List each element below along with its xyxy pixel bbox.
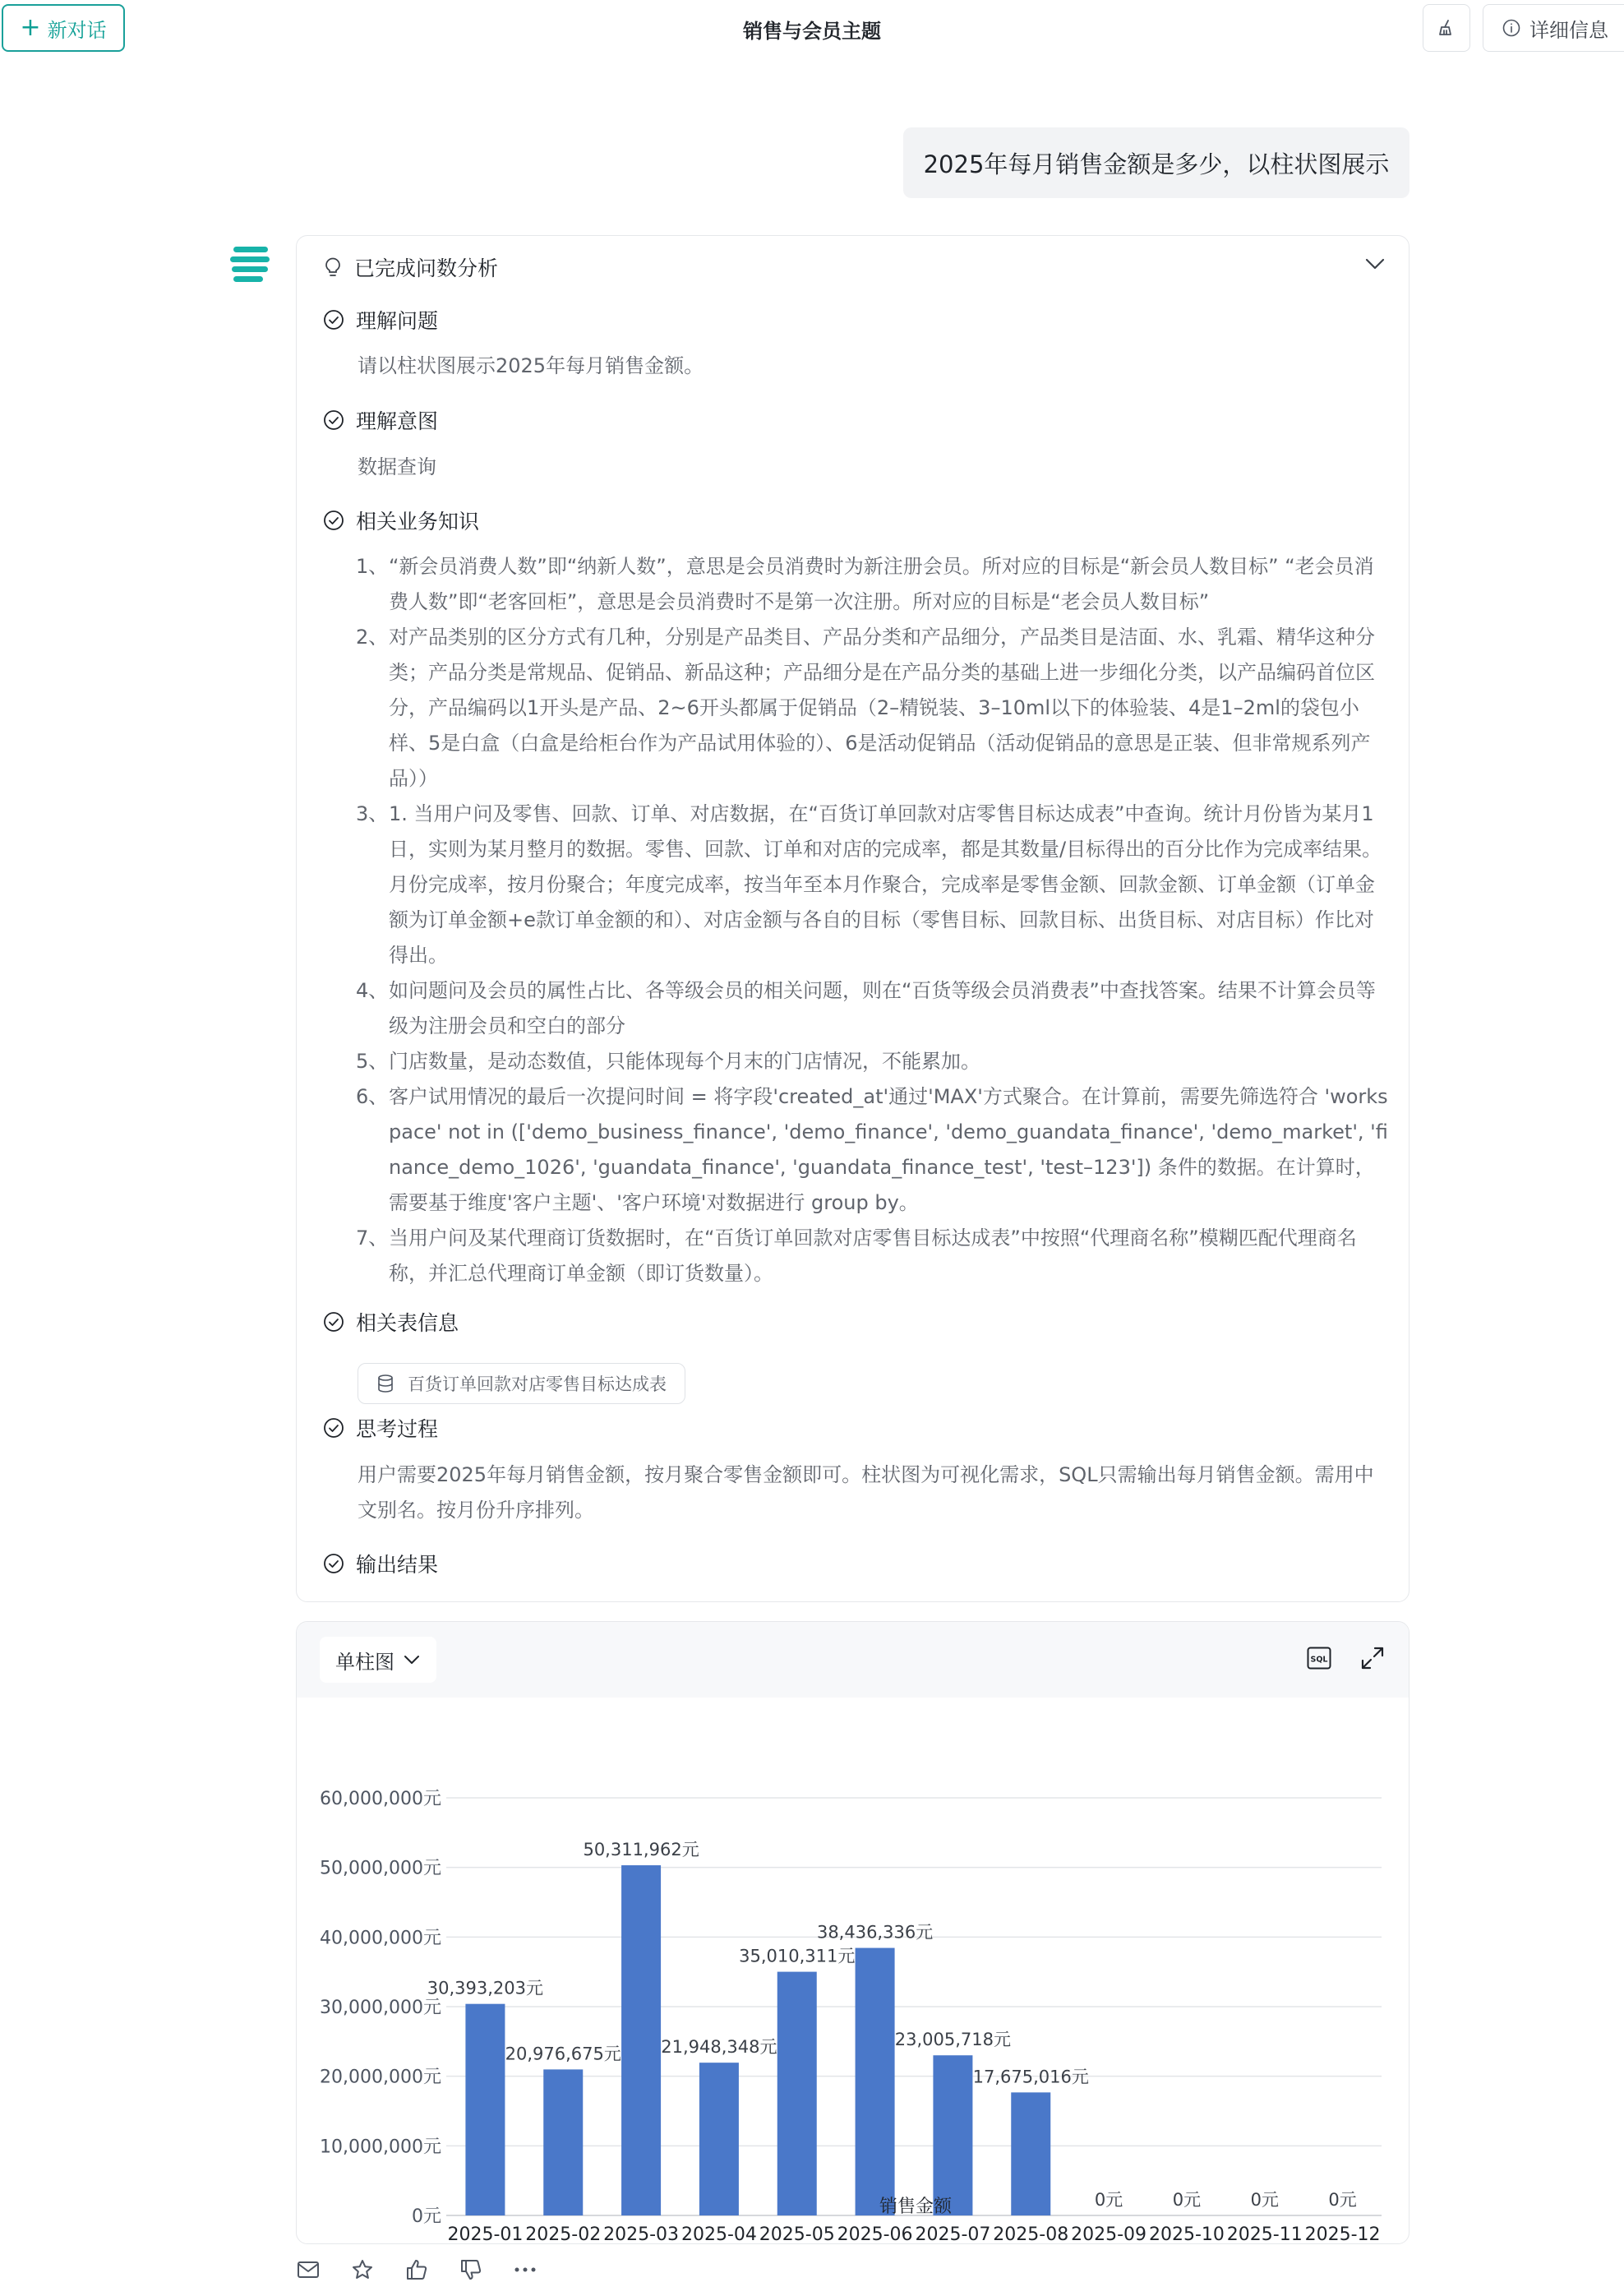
step-thinking-body: 用户需要2025年每月销售金额，按月聚合零售金额即可。柱状图为可视化需求，SQL只需输出每月销售金额。需用中文别名。按月份升序排列。 <box>358 1463 1374 1522</box>
check-circle-icon <box>323 510 344 531</box>
data-label: 50,311,962元 <box>583 1840 699 1860</box>
mail-icon <box>297 2260 320 2280</box>
detail-info-label: 详细信息 <box>1529 18 1608 42</box>
data-label: 21,948,348元 <box>661 2037 777 2058</box>
list-item-text: “新会员消费人数”即“纳新人数”，意思是会员消费时为新注册会员。所对应的目标是“新会员人数目标” “老会员消费人数”即“老客回柜”，意思是会员消费时不是第一次注册。所对应的目标是“老会员人数目标” <box>389 555 1374 613</box>
analysis-status <box>323 252 498 282</box>
y-tick-label: 60,000,000元 <box>320 1789 441 1809</box>
y-tick-label: 0元 <box>412 2206 441 2227</box>
list-item <box>356 549 1391 620</box>
new-chat-label: 新对话 <box>47 18 107 42</box>
thumbs-down-icon <box>459 2258 482 2281</box>
table-chip-label: 百货订单回款对店零售目标达成表 <box>408 1374 667 1394</box>
bar <box>856 1948 895 2215</box>
thumbs-up-icon <box>405 2258 428 2281</box>
y-tick-label: 20,000,000元 <box>320 2067 441 2088</box>
list-item-number: 4、 <box>356 979 389 1002</box>
page-title: 销售与会员主题 <box>743 20 881 43</box>
list-item-number: 7、 <box>356 1227 389 1250</box>
more-button[interactable] <box>513 2257 537 2282</box>
list-item-number: 6、 <box>356 1085 389 1108</box>
data-label: 0元 <box>1172 2190 1202 2210</box>
dislike-button[interactable] <box>459 2257 483 2282</box>
x-tick-label: 2025-02 <box>525 2224 602 2245</box>
bar-chart <box>297 1698 1409 2244</box>
check-circle-icon <box>323 1311 344 1333</box>
y-tick-label: 10,000,000元 <box>320 2137 441 2158</box>
list-item <box>356 1044 1391 1079</box>
list-item-number: 2、 <box>356 626 389 649</box>
step-table-info <box>323 1307 459 1337</box>
info-icon <box>1502 18 1521 38</box>
list-item-text: 门店数量，是动态数值，只能体现每个月末的门店情况，不能累加。 <box>389 1050 980 1073</box>
x-tick-label: 2025-08 <box>993 2224 1069 2245</box>
x-tick-label: 2025-11 <box>1226 2224 1303 2245</box>
x-tick-label: 2025-09 <box>1071 2224 1147 2245</box>
step-understand-question <box>323 305 438 335</box>
bar <box>699 2063 739 2215</box>
database-icon <box>376 1374 394 1393</box>
data-label: 23,005,718元 <box>894 2030 1012 2050</box>
assistant-avatar-icon <box>230 247 270 286</box>
x-tick-label: 2025-03 <box>603 2224 680 2245</box>
favorite-button[interactable] <box>350 2257 375 2282</box>
list-item-text: 当用户问及某代理商订货数据时，在“百货订单回款对店零售目标达成表”中按照“代理商名称”模糊匹配代理商名称，并汇总代理商订单金额（即订货数量）。 <box>389 1227 1357 1285</box>
list-item <box>356 973 1391 1044</box>
list-item <box>356 620 1391 797</box>
data-label: 17,675,016元 <box>972 2067 1089 2087</box>
step-business-knowledge <box>323 506 479 535</box>
chart-card <box>296 1621 1409 2244</box>
check-circle-icon <box>323 409 344 431</box>
plus-icon: + <box>20 13 41 42</box>
data-label: 38,436,336元 <box>816 1922 934 1943</box>
star-icon <box>351 2258 374 2281</box>
sql-icon[interactable] <box>1306 1645 1332 1671</box>
list-item-text: 1. 当用户问及零售、回款、订单、对店数据，在“百货订单回款对店零售目标达成表”中查询。统计月份皆为某月1日，实则为某月整月的数据。零售、回款、订单和对店的完成率，都是其数量/目标得出的百分比作为完成率结果。月份完成率，按月份聚合；年度完成率，按当年至本月作聚合，完成率是零售金额、回款金额、订单金额（订单金额为订单金额+e款订单金额的和）、对店金额与各自的目标（零售目标、回款目标、出货目标、对店目标）作比对得出。 <box>389 802 1382 967</box>
x-tick-label: 2025-07 <box>915 2224 991 2245</box>
like-button[interactable] <box>404 2257 429 2282</box>
bar <box>1011 2092 1050 2215</box>
lightbulb-icon <box>323 256 343 278</box>
step-understand-question-body: 请以柱状图展示2025年每月销售金额。 <box>358 354 704 377</box>
check-circle-icon <box>323 309 344 330</box>
legend-label: 销售金额 <box>879 2197 953 2217</box>
x-tick-label: 2025-12 <box>1304 2224 1381 2245</box>
x-tick-label: 2025-06 <box>837 2224 913 2245</box>
list-item-text: 对产品类别的区分方式有几种，分别是产品类目、产品分类和产品细分，产品类目是洁面、水、乳霜、精华这种分类；产品分类是常规品、促销品、新品这种；产品细分是在产品分类的基础上进一步细化分类，以产品编码首位区分，产品编码以1开头是产品、2~6开头都属于促销品（2–精锐装、3–10ml以下的体验装、4是1–2ml的袋包小样、5是白盒（白盒是给柜台作为产品试用体验的）、6是活动促销品（活动促销品的意思是正装、但非常规系列产品）） <box>389 626 1375 790</box>
data-label: 0元 <box>1250 2190 1279 2210</box>
list-item-text: 如问题问及会员的属性占比、各等级会员的相关问题，则在“百货等级会员消费表”中查找答案。结果不计算会员等级为注册会员和空白的部分 <box>389 979 1376 1037</box>
x-tick-label: 2025-01 <box>447 2224 524 2245</box>
step-title-label: 思考过程 <box>356 1417 439 1441</box>
y-tick-label: 30,000,000元 <box>320 1998 441 2018</box>
business-knowledge-list <box>356 549 1391 1291</box>
legend-swatch <box>863 2201 873 2211</box>
step-title-label: 相关业务知识 <box>356 510 480 534</box>
check-circle-icon <box>323 1553 344 1574</box>
bar <box>621 1865 661 2215</box>
x-tick-label: 2025-10 <box>1148 2224 1225 2245</box>
list-item-number: 5、 <box>356 1050 389 1073</box>
detail-info-button[interactable] <box>1483 4 1624 52</box>
header <box>0 0 1624 58</box>
user-message-bubble: 2025年每月销售金额是多少，以柱状图展示 <box>903 127 1409 198</box>
step-title-label: 相关表信息 <box>356 1311 459 1335</box>
list-item <box>356 1079 1391 1221</box>
data-label: 30,393,203元 <box>427 1978 544 1998</box>
chevron-down-icon[interactable] <box>1364 257 1386 270</box>
data-label: 0元 <box>1094 2190 1123 2210</box>
list-item <box>356 797 1391 973</box>
x-tick-label: 2025-05 <box>759 2224 835 2245</box>
table-chip[interactable] <box>358 1363 685 1404</box>
chevron-down-icon <box>403 1654 421 1665</box>
list-item-text: 客户试用情况的最后一次提问时间 = 将字段'created_at'通过'MAX'方式聚合。在计算前，需要先筛选符合 'workspace' not in (['demo_business_finance', 'demo_finance', 'demo_guandata_finance', 'demo_market', 'finance_demo_1026', 'guandata_finance', 'guandata_finance_test', 'test–123']) 条件的数据。在计算时，需要基于维度'客户主题'、'客户环境'对数据进行 group by。 <box>389 1085 1388 1214</box>
data-label: 35,010,311元 <box>739 1946 856 1966</box>
y-tick-label: 40,000,000元 <box>320 1928 441 1949</box>
chart-type-select[interactable] <box>320 1637 436 1683</box>
x-tick-label: 2025-04 <box>681 2224 757 2245</box>
more-icon <box>514 2266 537 2273</box>
analysis-card <box>296 235 1409 1602</box>
bar <box>933 2055 972 2215</box>
step-understand-intent <box>323 405 438 435</box>
step-title-label: 理解意图 <box>356 409 439 433</box>
step-thinking <box>323 1413 438 1443</box>
analysis-status-title: 已完成问数分析 <box>354 256 499 280</box>
bar <box>777 1972 817 2215</box>
data-label: 0元 <box>1328 2190 1357 2210</box>
sql-icon-label: SQL <box>1310 1655 1328 1665</box>
check-circle-icon <box>323 1417 344 1439</box>
broom-icon <box>1437 18 1456 38</box>
chart-toolbar <box>297 1622 1409 1698</box>
step-output <box>323 1549 438 1578</box>
step-title-label: 理解问题 <box>356 309 439 333</box>
share-button[interactable] <box>296 2257 321 2282</box>
y-tick-label: 50,000,000元 <box>320 1858 441 1879</box>
list-item <box>356 1221 1391 1291</box>
expand-icon[interactable] <box>1359 1645 1386 1671</box>
message-action-bar <box>296 2257 537 2282</box>
step-title-label: 输出结果 <box>356 1553 439 1577</box>
step-understand-intent-body: 数据查询 <box>358 455 436 478</box>
clear-history-button[interactable] <box>1423 4 1470 52</box>
data-label: 20,976,675元 <box>505 2044 621 2064</box>
bar <box>543 2069 583 2215</box>
bar <box>465 2004 505 2215</box>
chart-type-label: 单柱图 <box>335 1650 394 1674</box>
list-item-number: 3、 <box>356 802 389 825</box>
list-item-number: 1、 <box>356 555 389 578</box>
